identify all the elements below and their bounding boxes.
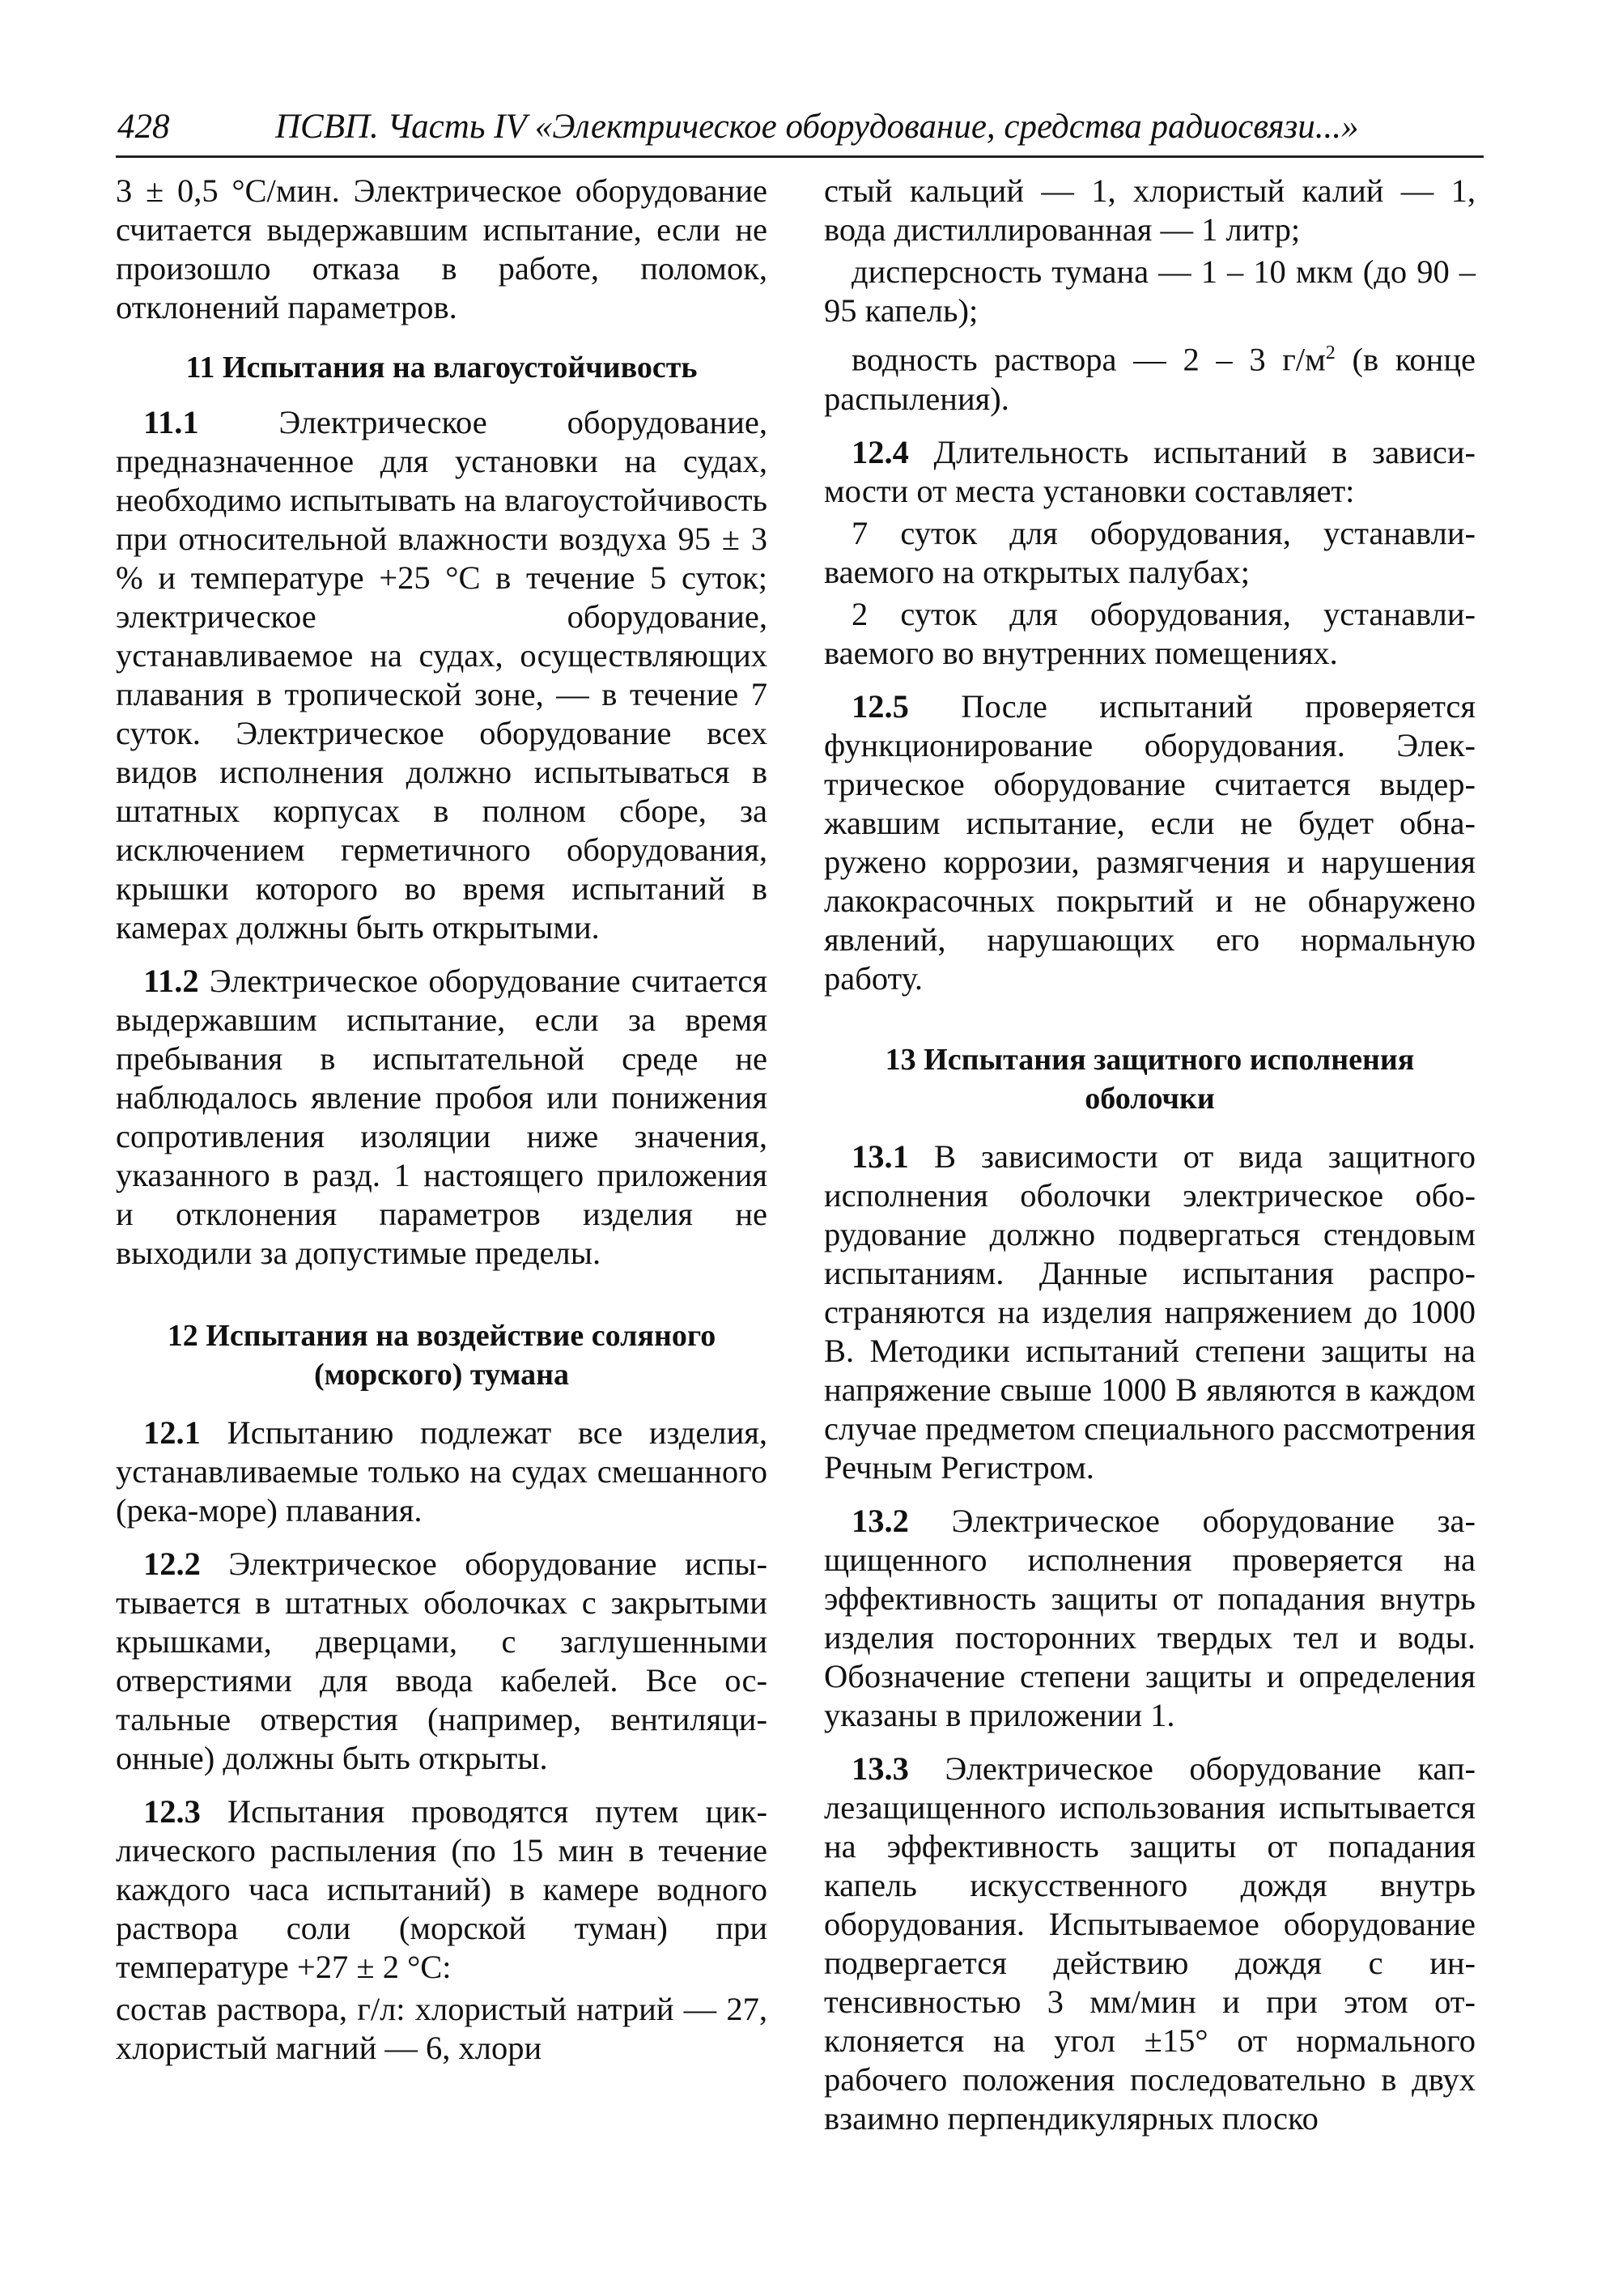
solution-water-content xyxy=(824,334,1476,419)
clause-number: 12.1 xyxy=(143,1414,201,1451)
clause-number: 12.5 xyxy=(852,687,909,725)
clause-text: В зависимости от вида защитного исполнения оболочки электрическое оборудование должно подвергаться стендовым испытаниям. Данные испытания распространяются на изделия напряжением до 1000 В. Методики испытаний степени защиты на напряжение свыше 1000 В являются в каждом случае предметом специального рассмотрения Речным Регистром. xyxy=(824,1137,1476,1486)
clause-text: Испытания проводятся путем циклического распыления (по 15 мин в течение каждого часа испытаний) в камере водного раствора соли (морской туман) при температуре +27 ± 2 °С: xyxy=(116,1793,767,1985)
section-heading-12-line-1: 12 Испытания на воздействие соляного xyxy=(167,1319,716,1353)
water-content-text-end: (в конце распыления). xyxy=(824,341,1476,417)
clause-12-5 xyxy=(824,687,1476,998)
clause-12-1 xyxy=(116,1414,767,1530)
duration-open-decks: 7 суток для оборудования, устанавливаемого на открытых палубах; xyxy=(824,514,1476,590)
paragraph-continuation: 3 ± 0,5 °С/мин. Электрическое оборудование считается выдержавшим испытание, если не произошло отказа в работе, поломок, отклонений параметров. xyxy=(116,172,767,325)
section-heading-13-line-1: 13 Испытания защитного исполнения xyxy=(885,1042,1415,1077)
clause-number: 11.1 xyxy=(143,404,199,440)
clause-number: 12.4 xyxy=(852,433,909,470)
water-content-text: водность раствора — 2 – 3 г/м xyxy=(852,341,1326,378)
section-heading-12-line-2: (морского) тумана xyxy=(313,1358,570,1392)
clause-text: После испытаний проверяется функционирование оборудования. Электрическое оборудование считается выдержавшим испытание, если не будет обнаружено коррозии, размягчения и нарушения лакокрасочных покрытий и не обнаружено явлений, нарушающих его нормальную работу. xyxy=(824,687,1476,997)
paragraph-continuation: стый кальций — 1, хлористый калий — 1, вода дистиллированная — 1 литр; xyxy=(824,172,1476,248)
clause-text: Электрическое оборудование защищенного исполнения проверяется на эффективность защиты от попадания внутрь изделия посторонних твердых тел и воды. Обозначение степени защиты и определения указаны в приложении 1. xyxy=(824,1502,1476,1733)
clause-text: Электрическое оборудование, предназначенное для установки на судах, необходимо испытывать на влагоустойчивость при относительной влажности воздуха 95 ± 3 % и температуре +25 °С в течение 5 суток; электрическое оборудование, устанавливаемое на судах, осуществляющих плавания в тропической зоне, — в течение 7 суток. Электрическое оборудование всех видов исполнения должно испытываться в штатных корпусах в полном сборе, за исключением герметичного оборудования, крышки которого во время испытаний в камерах должны быть открытыми. xyxy=(116,404,767,946)
clause-text: Электрическое оборудование считается выдержавшим испытание, если за время пребывания в испытательной среде не наблюдалось явление пробоя или понижения сопротивления изоляции ниже значения, указанного в разд. 1 настоящего приложения и отклонения параметров изделия не выходили за допустимые пределы. xyxy=(116,963,767,1271)
running-header xyxy=(116,99,1484,158)
clause-number: 11.2 xyxy=(143,963,199,999)
clause-number: 13.1 xyxy=(852,1137,909,1175)
clause-text: Испытанию подлежат все изделия, устанавливаемые только на судах смешанного (река-море) плавания. xyxy=(116,1414,767,1529)
section-heading-11: 11 Испытания на влагоустойчивость xyxy=(185,351,698,385)
clause-12-2 xyxy=(116,1545,767,1778)
clause-13-1 xyxy=(824,1137,1476,1487)
running-title: ПСВП. Часть IV «Электрическое оборудование, средства радиосвязи...» xyxy=(275,108,1359,146)
clause-text: Электрическое оборудование каплезащищенного использования испытывается на эффективность защиты от попадания капель искусственного дождя внутрь оборудования. Испытываемое оборудование подвергается действию дождя с интенсивностью 3 мм/мин и при этом отклоняется на угол ±15° от нормального рабочего положения последовательно в двух взаимно перпендикулярных плоско xyxy=(824,1750,1476,2137)
duration-internal-rooms: 2 суток для оборудования, устанавливаемого во внутренних помещениях. xyxy=(824,595,1476,671)
clause-13-2 xyxy=(824,1502,1476,1735)
clause-number: 13.3 xyxy=(852,1750,909,1787)
clause-13-3 xyxy=(824,1750,1476,2138)
section-heading-13 xyxy=(824,1040,1476,1118)
clause-number: 12.2 xyxy=(143,1546,201,1582)
right-column xyxy=(824,172,1476,2153)
fog-dispersion: дисперсность тумана — 1 – 10 мкм (до 90 – 95 капель); xyxy=(824,253,1476,329)
clause-12-3 xyxy=(116,1792,767,1987)
page-number: 428 xyxy=(117,108,170,146)
solution-composition: состав раствора, г/л: хлористый натрий — 27, хлористый магний — 6, хлори xyxy=(116,1991,767,2066)
section-heading-12 xyxy=(116,1316,767,1394)
clause-11-1 xyxy=(116,403,767,947)
clause-text: Электрическое оборудование испытывается в штатных оболочках с закрытыми крышками, дверцами, с заглушенными отверстиями для ввода кабелей. Все остальные отверстия (например, вентиляционные) должны быть открыты. xyxy=(116,1546,767,1776)
clause-11-2 xyxy=(116,962,767,1273)
section-heading-13-line-2: оболочки xyxy=(1085,1081,1215,1116)
clause-number: 12.3 xyxy=(143,1793,201,1830)
clause-number: 13.2 xyxy=(852,1502,909,1539)
clause-12-4 xyxy=(824,433,1476,511)
left-column xyxy=(116,172,767,2082)
superscript: 2 xyxy=(1325,342,1336,364)
clause-text: Длительность испытаний в зависимости от места установки составляет: xyxy=(824,433,1476,509)
